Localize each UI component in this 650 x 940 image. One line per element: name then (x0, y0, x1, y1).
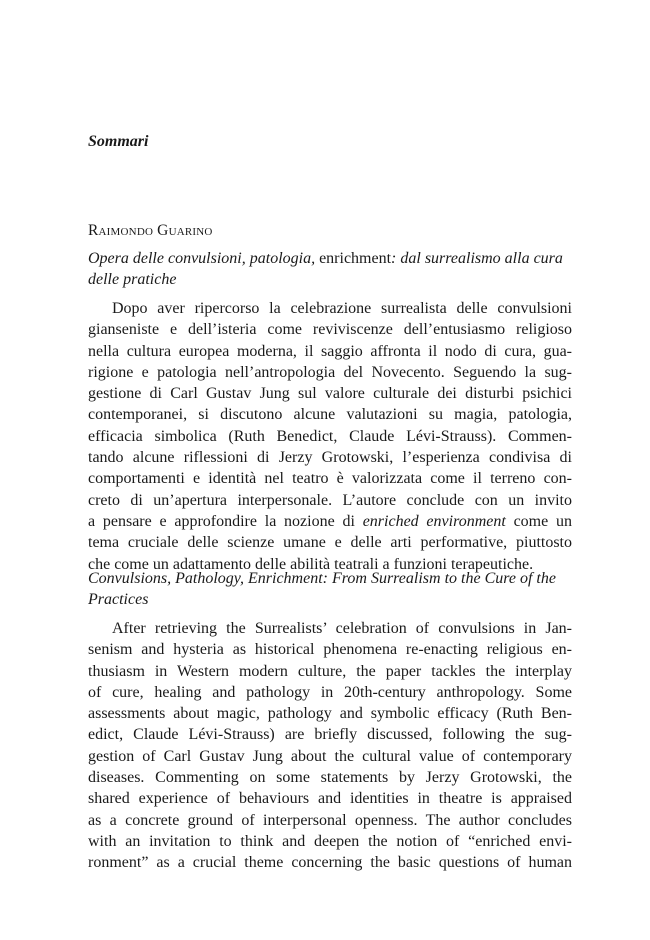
abstract-line: gestione di Carl Gustav Jung sul valore culturale dei disturbi psichici (88, 385, 572, 403)
abstract-line: ronment” as a crucial theme concerning the basic questions of human (88, 854, 572, 872)
emphasized-term: enriched environment (362, 512, 506, 530)
line-text: come un (513, 512, 572, 530)
abstract-line: gestion of Carl Gustav Jung about the cultural value of contemporary (88, 747, 572, 765)
abstract-line: rigione e patologia nell’antropologia del Novecento. Seguendo la sug- (88, 363, 572, 381)
italian-title-part1: Opera delle convulsioni, patologia, (88, 250, 316, 267)
abstract-line: as a concrete ground of interpersonal openness. The author concludes (88, 811, 572, 829)
abstract-line: edict, Claude Lévi-Strauss) are briefly discussed, following the sug- (88, 726, 572, 744)
abstract-line: gianseniste e dell’isteria come reviviscenze dell’entusiasmo religioso (88, 321, 572, 339)
section-title: Sommari (88, 133, 149, 150)
abstract-line: thusiasm in Western modern culture, the paper tackles the interplay (88, 662, 572, 680)
abstract-line: Dopo aver ripercorso la celebrazione surrealista delle convulsioni (112, 300, 572, 317)
italian-title-part3: : dal surrealismo alla cura delle pratiche (88, 250, 563, 288)
abstract-line: diseases. Commenting on some statements by Jerzy Grotowski, the (88, 769, 572, 787)
abstract-line: After retrieving the Surrealists’ celebration of convulsions in Jan- (112, 620, 572, 637)
abstract-line: of cure, healing and pathology in 20th-century anthropology. Some (88, 683, 572, 701)
english-abstract-title: Convulsions, Pathology, Enrichment: From Surrealism to the Cure of the Practices (88, 570, 556, 608)
abstract-line: with an invitation to think and deepen the notion of “enriched envi- (88, 832, 572, 850)
abstract-line (88, 511, 572, 532)
line-text: a pensare e approfondire la nozione di (88, 512, 355, 530)
italian-abstract (88, 248, 572, 575)
abstract-line: efficacia simbolica (Ruth Benedict, Claude Lévi-Strauss). Commen- (88, 427, 572, 445)
abstract-line: contemporanei, si discutono alcune valutazioni su magia, patologia, (88, 406, 572, 424)
italian-title-part2: enrichment (319, 250, 392, 267)
abstract-line: tando alcune riflessioni di Jerzy Grotowski, l’esperienza condivisa di (88, 449, 572, 467)
abstract-line: che come un adattamento delle abilità teatrali a funzioni terapeutiche. (88, 555, 534, 573)
italian-abstract-body (88, 298, 572, 575)
abstract-line: creto di un’apertura interpersonale. L’autore conclude con un invito (88, 491, 572, 509)
abstract-line: senism and hysteria as historical phenomena re-enacting religious en- (88, 641, 572, 659)
english-abstract (88, 568, 572, 874)
abstract-line: comportamenti e identità nel teatro è valorizzata come il terreno con- (88, 470, 572, 488)
abstract-line: shared experience of behaviours and identities in theatre is appraised (88, 790, 572, 808)
english-abstract-body (88, 618, 572, 874)
italian-abstract-title (88, 248, 572, 290)
abstract-line: assessments about magic, pathology and symbolic efficacy (Ruth Ben- (88, 705, 572, 723)
abstract-line: tema cruciale delle scienze umane e delle arti performative, piuttosto (88, 534, 572, 552)
abstract-line: nella cultura europea moderna, il saggio affronta il nodo di cura, gua- (88, 342, 572, 360)
author-name: Raimondo Guarino (88, 222, 213, 239)
